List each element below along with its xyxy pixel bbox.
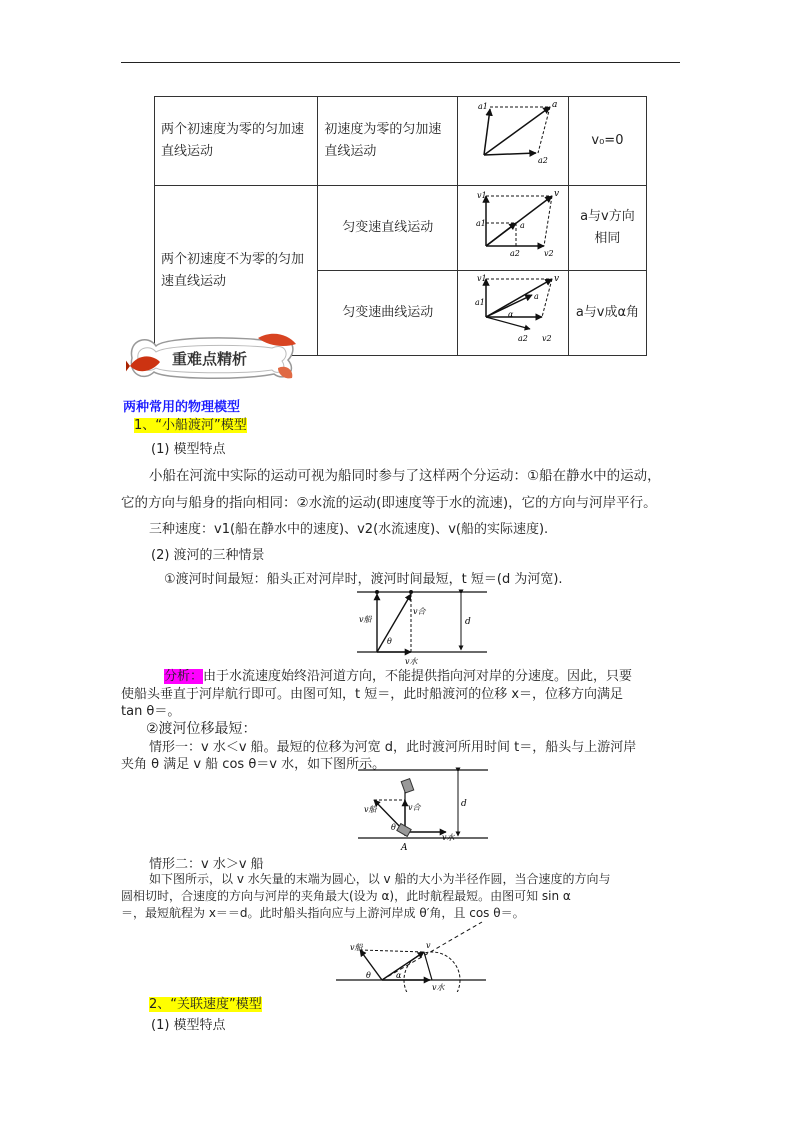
- paragraph: 三种速度：v1(船在静水中的速度)、v2(水流速度)、v(船的实际速度).: [149, 522, 549, 537]
- table-cell-figure: [458, 186, 569, 271]
- river-figure-shortest-path: [358, 766, 488, 852]
- paragraph: 圆相切时，合速度的方向与河岸的夹角最大(设为 α)，此时航程最短。由图可知 sin α: [121, 889, 571, 903]
- label-a2: a2: [518, 334, 529, 343]
- subsection-heading: 2、“关联速度”模型: [149, 997, 262, 1012]
- analysis-text: 由于水流速度始终沿河道方向，不能提供指向河对岸的分速度。因此，只要: [203, 669, 633, 684]
- river-figure-circle-tangent: [336, 920, 486, 992]
- motion-summary-table: [154, 96, 647, 356]
- label-a: a: [520, 221, 526, 230]
- paragraph: ①渡河时间最短：船头正对河岸时，渡河时间最短，t 短＝(d 为河宽).: [164, 572, 563, 587]
- analysis-tag: 分析：: [164, 669, 204, 684]
- section-heading: 两种常用的物理模型: [123, 400, 241, 415]
- label-A: A: [401, 843, 408, 852]
- label-v2: v2: [544, 249, 554, 258]
- label-theta: θ: [366, 971, 371, 980]
- river-figure-shortest-time: [357, 586, 487, 668]
- analysis-text: 使船头垂直于河岸航行即可。由图可知，t 短＝，此时船渡河的位移 x＝，位移方向满足: [121, 687, 624, 702]
- label-a1: a1: [475, 298, 486, 307]
- label-a2: a2: [510, 249, 521, 258]
- label-v: v: [554, 274, 560, 284]
- label-d: d: [461, 799, 467, 809]
- paragraph: 夹角 θ 满足 v 船 cos θ＝v 水，如下图所示。: [121, 757, 386, 772]
- paragraph: 情形一：v 水＜v 船。最短的位移为河宽 d，此时渡河所用时间 t＝，船头与上游河岸: [149, 740, 637, 755]
- label-v-boat: v船: [350, 943, 363, 952]
- label-v: v: [554, 189, 560, 199]
- table-cell-condition: a与v成α角: [568, 271, 646, 356]
- label-alpha: α: [508, 310, 514, 319]
- table-cell-type: 两个初速度为零的匀加速直线运动: [155, 97, 318, 186]
- label-v-boat: v船: [359, 615, 372, 624]
- subheading: (1) 模型特点: [151, 1018, 226, 1033]
- paragraph: 情形二：v 水＞v 船: [149, 857, 264, 872]
- label-alpha: α: [396, 971, 402, 980]
- paragraph: ＝，最短航程为 x＝＝d。此时船头指向应与上游河岸成 θ′角，且 cos θ＝。: [121, 906, 525, 920]
- label-v-water: v水: [442, 833, 455, 842]
- label-v-res: v合: [408, 803, 421, 812]
- subsection-heading: 1、“小船渡河”模型: [134, 418, 247, 433]
- label-theta: θ: [387, 637, 392, 646]
- label-v-res: v合: [413, 607, 426, 616]
- label-v1: v1: [477, 274, 487, 283]
- paragraph: 它的方向与船身的指向相同：②水流的运动(即速度等于水的流速)，它的方向与河岸平行。: [121, 495, 657, 511]
- vector-diagram-curved: [458, 271, 566, 347]
- label-v1: v1: [477, 191, 487, 200]
- vector-diagram-linear: [458, 186, 566, 262]
- label-v-water: v水: [405, 657, 418, 666]
- label-a: a: [534, 292, 540, 301]
- section-banner: [126, 328, 298, 386]
- analysis-text: tan θ＝。: [121, 704, 181, 719]
- label-a2: a2: [538, 156, 549, 165]
- table-cell-result: 匀变速直线运动: [318, 186, 458, 271]
- header-rule: [121, 62, 680, 63]
- table-cell-figure: [458, 97, 569, 186]
- table-cell-figure: [458, 271, 569, 356]
- label-d: d: [465, 617, 471, 627]
- table-cell-result: 初速度为零的匀加速直线运动: [318, 97, 458, 186]
- koi-fish-banner-image: [126, 328, 298, 386]
- table-cell-result: 匀变速曲线运动: [318, 271, 458, 356]
- subheading: (1) 模型特点: [151, 442, 226, 457]
- table-cell-type-group: 两个初速度不为零的匀加速直线运动: [155, 186, 318, 356]
- label-v-boat: v船: [364, 805, 377, 814]
- label-a1: a1: [478, 102, 489, 111]
- label-a: a: [552, 100, 558, 110]
- table-row: [155, 97, 647, 186]
- banner-title: 重难点精析: [172, 350, 248, 368]
- label-v2: v2: [542, 334, 552, 343]
- paragraph: 小船在河流中实际的运动可视为船同时参与了这样两个分运动：①船在静水中的运动，: [149, 468, 661, 484]
- table-cell-condition: a与v方向相同: [568, 186, 646, 271]
- label-theta: θ: [391, 823, 396, 832]
- label-a1: a1: [476, 219, 487, 228]
- label-v: v: [426, 941, 431, 950]
- table-cell-condition: v₀=0: [568, 97, 646, 186]
- paragraph: 如下图所示，以 v 水矢量的末端为圆心，以 v 船的大小为半径作圆，当合速度的方向与: [149, 872, 611, 886]
- subheading: (2) 渡河的三种情景: [151, 548, 265, 563]
- table-row: [155, 186, 647, 271]
- label-v-water: v水: [432, 983, 445, 992]
- case-heading: ②渡河位移最短：: [146, 721, 257, 737]
- vector-diagram-zero-initial: [458, 97, 566, 177]
